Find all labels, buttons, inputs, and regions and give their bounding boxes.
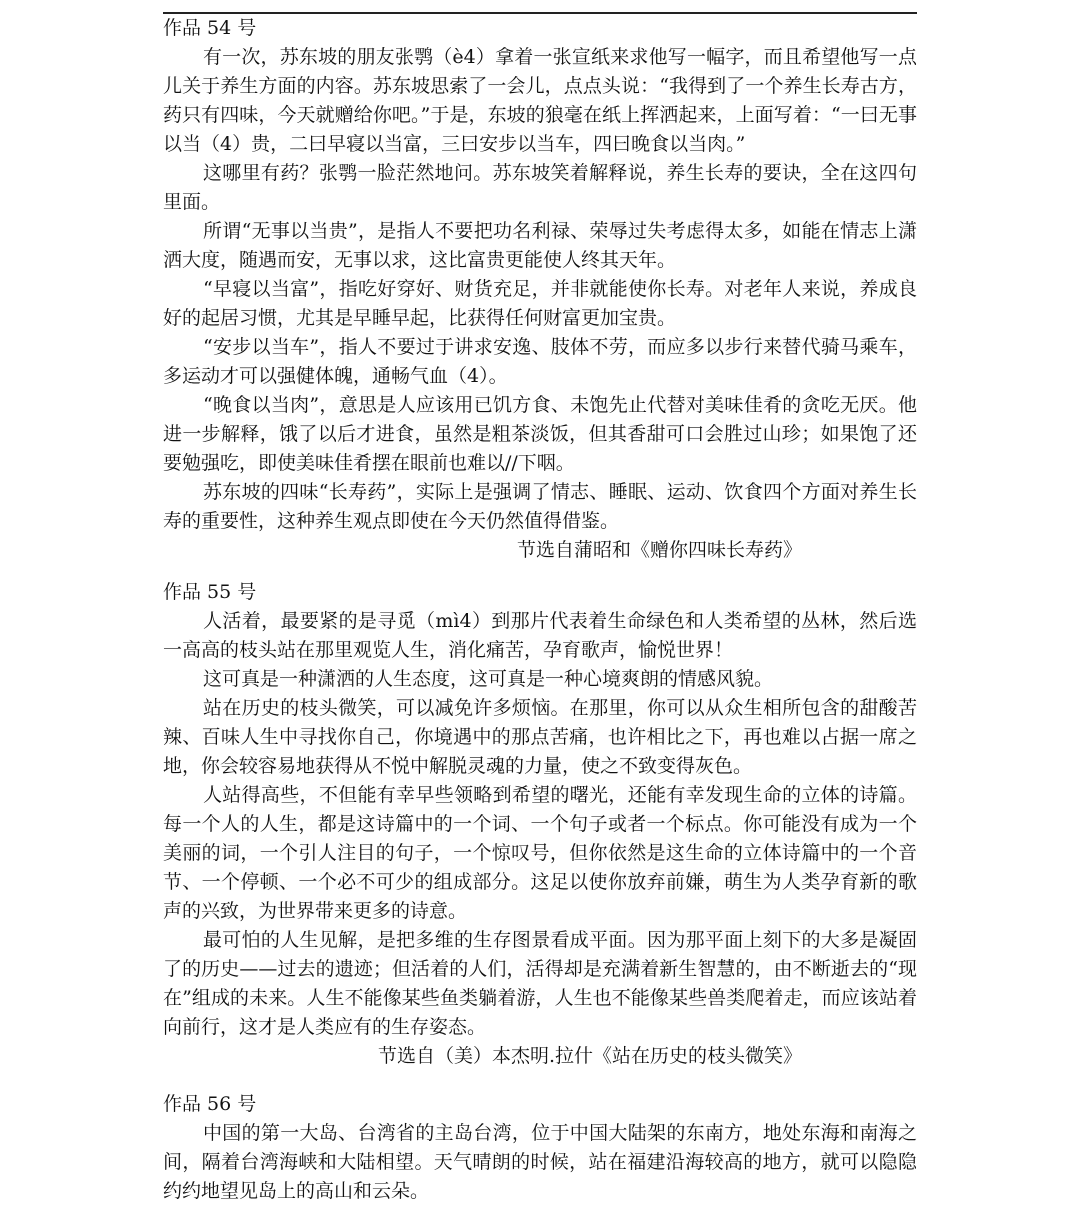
paragraph: 这哪里有药？张鹗一脸茫然地问。苏东坡笑着解释说，养生长寿的要诀，全在这四句里面。 [163, 162, 917, 213]
paragraph: “晚食以当肉”，意思是人应该用已饥方食、未饱先止代替对美味佳肴的贪吃无厌。他进一步解释，饿了以后才进食，虽然是粗茶淡饭，但其香甜可口会胜过山珍；如果饱了还要勉强吃，即使美味佳肴摆在眼前也难以//下咽。 [163, 394, 917, 474]
paragraph: “早寝以当富”，指吃好穿好、财货充足，并非就能使你长寿。对老年人来说，养成良好的起居习惯，尤其是早睡早起，比获得任何财富更加宝贵。 [163, 278, 917, 329]
paragraph: 苏东坡的四味“长寿药”，实际上是强调了情志、睡眠、运动、饮食四个方面对养生长寿的重要性，这种养生观点即使在今天仍然值得借鉴。 [163, 481, 917, 532]
paragraph: 有一次，苏东坡的朋友张鹗（è4）拿着一张宣纸来求他写一幅字，而且希望他写一点儿关于养生方面的内容。苏东坡思索了一会儿，点点头说：“我得到了一个养生长寿古方，药只有四味，今天就赠给你吧。”于是，东坡的狼毫在纸上挥洒起来，上面写着：“一曰无事以当（4）贵，二曰早寝以当富，三曰安步以当车，四曰晚食以当肉。” [163, 46, 917, 155]
paragraph: “安步以当车”，指人不要过于讲求安逸、肢体不劳，而应多以步行来替代骑马乘车，多运动才可以强健体魄，通畅气血（4）。 [163, 336, 917, 387]
paragraph: 所谓“无事以当贵”，是指人不要把功名利禄、荣辱过失考虑得太多，如能在情志上潇洒大度，随遇而安，无事以求，这比富贵更能使人终其天年。 [163, 220, 917, 271]
section-56 [163, 1090, 917, 1206]
paragraph: 人活着，最要紧的是寻觅（mì4）到那片代表着生命绿色和人类希望的丛林，然后选一高高的枝头站在那里观览人生，消化痛苦，孕育歌声，愉悦世界！ [163, 610, 917, 661]
section-title: 作品 56 号 [163, 1093, 257, 1115]
paragraph: 这可真是一种潇洒的人生态度，这可真是一种心境爽朗的情感风貌。 [203, 668, 774, 690]
paragraph: 中国的第一大岛、台湾省的主岛台湾，位于中国大陆架的东南方，地处东海和南海之间，隔着台湾海峡和大陆相望。天气晴朗的时候，站在福建沿海较高的地方，就可以隐隐约约地望见岛上的高山和云朵。 [163, 1122, 917, 1202]
section-55 [163, 578, 917, 1071]
section-title: 作品 54 号 [163, 17, 257, 39]
paragraph: 最可怕的人生见解，是把多维的生存图景看成平面。因为那平面上刻下的大多是凝固了的历史——过去的遗迹；但活着的人们，活得却是充满着新生智慧的，由不断逝去的“现在”组成的未来。人生不能像某些鱼类躺着游，人生也不能像某些兽类爬着走，而应该站着向前行，这才是人类应有的生存姿态。 [163, 929, 917, 1038]
section-54 [163, 14, 917, 565]
section-title: 作品 55 号 [163, 581, 257, 603]
paragraph: 人站得高些，不但能有幸早些领略到希望的曙光，还能有幸发现生命的立体的诗篇。每一个人的人生，都是这诗篇中的一个词、一个句子或者一个标点。你可能没有成为一个美丽的词，一个引人注目的句子，一个惊叹号，但你依然是这生命的立体诗篇中的一个音节、一个停顿、一个必不可少的组成部分。这足以使你放弃前嫌，萌生为人类孕育新的歌声的兴致，为世界带来更多的诗意。 [163, 784, 917, 922]
source-citation: 节选自（美）本杰明.拉什《站在历史的枝头微笑》 [377, 1045, 802, 1067]
source-citation: 节选自蒲昭和《赠你四味长寿药》 [516, 539, 802, 561]
paragraph: 站在历史的枝头微笑，可以减免许多烦恼。在那里，你可以从众生相所包含的甜酸苦辣、百味人生中寻找你自己，你境遇中的那点苦痛，也许相比之下，再也难以占据一席之地，你会较容易地获得从不悦中解脱灵魂的力量，使之不致变得灰色。 [163, 697, 917, 777]
